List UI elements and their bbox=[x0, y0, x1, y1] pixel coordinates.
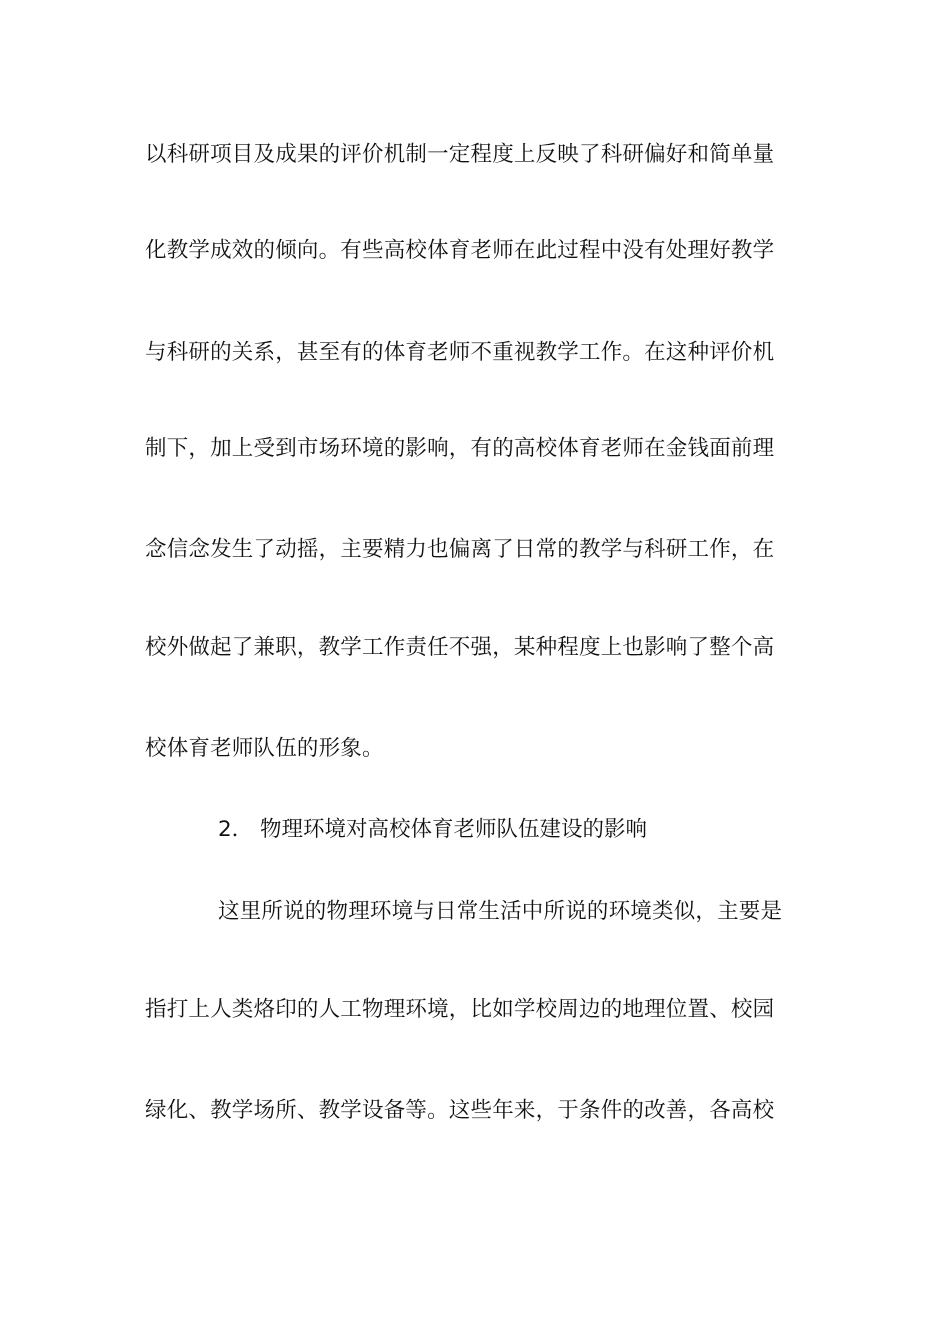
paragraph-line: 与科研的关系，甚至有的体育老师不重视教学工作。在这种评价机 bbox=[145, 340, 775, 365]
paragraph-line: 这里所说的物理环境与日常生活中所说的环境类似，主要是 bbox=[218, 899, 783, 924]
paragraph-line: 校外做起了兼职，教学工作责任不强，某种程度上也影响了整个高 bbox=[145, 635, 775, 660]
paragraph-line: 指打上人类烙印的人工物理环境，比如学校周边的地理位置、校园 bbox=[145, 997, 775, 1022]
paragraph-line: 念信念发生了动摇，主要精力也偏离了日常的教学与科研工作，在 bbox=[145, 537, 775, 562]
paragraph-line: 校体育老师队伍的形象。 bbox=[145, 736, 384, 761]
paragraph-line: 绿化、教学场所、教学设备等。这些年来，于条件的改善，各高校 bbox=[145, 1098, 775, 1123]
section-heading: 2． 物理环境对高校体育老师队伍建设的影响 bbox=[218, 817, 648, 842]
paragraph-line: 制下，加上受到市场环境的影响，有的高校体育老师在金钱面前理 bbox=[145, 436, 775, 461]
paragraph-line: 以科研项目及成果的评价机制一定程度上反映了科研偏好和简单量 bbox=[145, 142, 775, 167]
paragraph-line: 化教学成效的倾向。有些高校体育老师在此过程中没有处理好教学 bbox=[145, 238, 775, 263]
